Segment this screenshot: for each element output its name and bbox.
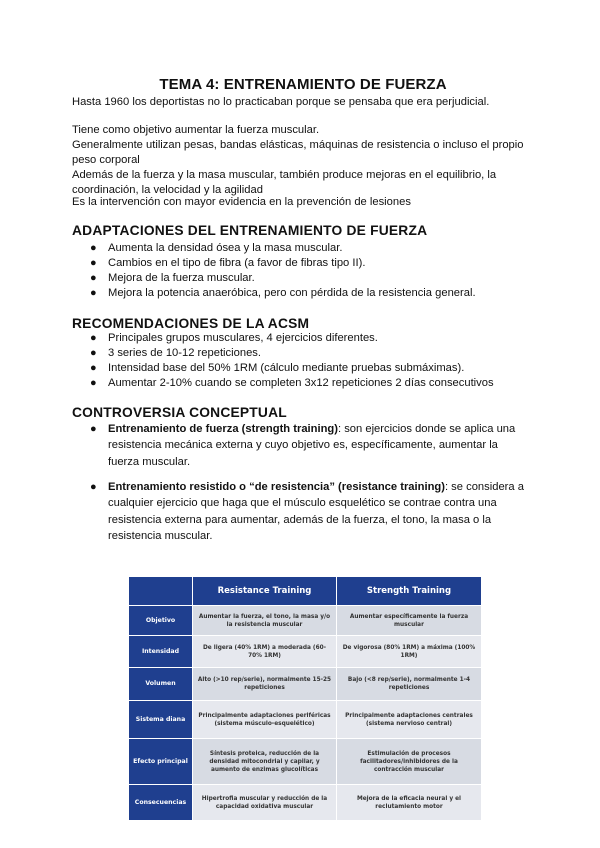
table-cell: De ligera (40% 1RM) a moderada (60-70% 1RM) xyxy=(193,636,337,668)
table-cell: De vigorosa (80% 1RM) a máxima (100% 1RM) xyxy=(337,636,482,668)
table-cell: Alto (>10 rep/serie), normalmente 15-25 repeticiones xyxy=(193,668,337,701)
adaptations-list xyxy=(72,241,532,301)
section-heading: RECOMENDACIONES DE LA ACSM xyxy=(72,316,310,331)
concept-definition: : se considera a cualquier ejercicio que haga que el músculo esquelético se contrae contra una resistencia externa para aumentar, además de la fuerza, el tono, la masa o la resistencia muscular. xyxy=(108,481,524,543)
table-cell: Hipertrofia muscular y reducción de la capacidad oxidativa muscular xyxy=(193,785,337,821)
table-cell: Aumentar específicamente la fuerza muscular xyxy=(337,606,482,636)
list-item: ● Principales grupos musculares, 4 ejercicios diferentes. xyxy=(90,332,378,344)
page-title: TEMA 4: ENTRENAMIENTO DE FUERZA xyxy=(159,76,447,93)
bullet-icon: ● xyxy=(90,347,97,359)
table-row xyxy=(129,606,482,636)
body-paragraph: Además de la fuerza y la masa muscular, también produce mejoras en el equilibrio, la coordinación, la velocidad y la agilidad xyxy=(72,169,497,196)
row-header: Consecuencias xyxy=(129,785,193,821)
list-item: ● Aumentar 2-10% cuando se completen 3x12 repeticiones 2 días consecutivos xyxy=(90,377,494,389)
row-header: Sistema diana xyxy=(129,701,193,739)
concept-term: Entrenamiento de fuerza (strength training) xyxy=(108,423,338,435)
comparison-table xyxy=(128,576,482,821)
table-row xyxy=(129,739,482,785)
list-item: ● Mejora de la fuerza muscular. xyxy=(90,272,255,284)
bullet-icon: ● xyxy=(90,272,97,284)
table-cell: Síntesis proteica, reducción de la densidad mitocondrial y capilar, y aumento de enzimas glucolíticas xyxy=(193,739,337,785)
table-corner xyxy=(129,577,193,606)
table-row xyxy=(129,636,482,668)
row-header: Intensidad xyxy=(129,636,193,668)
table-row xyxy=(129,701,482,739)
row-header: Efecto principal xyxy=(129,739,193,785)
list-item: ● Intensidad base del 50% 1RM (cálculo mediante pruebas submáximas). xyxy=(90,362,465,374)
table-row xyxy=(129,668,482,701)
list-item: ● Aumenta la densidad ósea y la masa muscular. xyxy=(90,242,343,254)
list-item xyxy=(72,421,532,470)
bullet-icon: ● xyxy=(90,377,97,389)
column-header: Resistance Training xyxy=(193,577,337,606)
table-row xyxy=(129,785,482,821)
section-heading: CONTROVERSIA CONCEPTUAL xyxy=(72,405,287,420)
bullet-icon: ● xyxy=(90,481,97,493)
bullet-icon: ● xyxy=(90,257,97,269)
intro-paragraph: Hasta 1960 los deportistas no lo practicaban porque se pensaba que era perjudicial. xyxy=(72,96,490,108)
recommendations-list xyxy=(72,331,532,391)
bullet-icon: ● xyxy=(90,423,97,435)
table-cell: Mejora de la eficacia neural y el reclutamiento motor xyxy=(337,785,482,821)
section-heading: ADAPTACIONES DEL ENTRENAMIENTO DE FUERZA xyxy=(72,223,428,238)
body-paragraph: Es la intervención con mayor evidencia en la prevención de lesiones xyxy=(72,196,411,208)
body-paragraph: Generalmente utilizan pesas, bandas elásticas, máquinas de resistencia o incluso el propio peso corporal xyxy=(72,139,524,166)
concepts-list-2 xyxy=(72,479,532,545)
list-item: ● 3 series de 10-12 repeticiones. xyxy=(90,347,261,359)
column-header: Strength Training xyxy=(337,577,482,606)
table-cell: Principalmente adaptaciones centrales (sistema nervioso central) xyxy=(337,701,482,739)
concept-definition: : son ejercicios donde se aplica una resistencia mecánica externa y cuyo objetivo es, específicamente, aumentar la fuerza muscular. xyxy=(108,423,516,468)
table-cell: Principalmente adaptaciones periféricas (sistema músculo-esquelético) xyxy=(193,701,337,739)
concepts-list xyxy=(72,421,532,470)
row-header: Objetivo xyxy=(129,606,193,636)
list-item: ● Mejora la potencia anaeróbica, pero con pérdida de la resistencia general. xyxy=(90,287,476,299)
bullet-icon: ● xyxy=(90,362,97,374)
list-item: ● Cambios en el tipo de fibra (a favor de fibras tipo II). xyxy=(90,257,366,269)
table-cell: Estimulación de procesos facilitadores/inhibidores de la contracción muscular xyxy=(337,739,482,785)
body-paragraph: Tiene como objetivo aumentar la fuerza muscular. xyxy=(72,124,320,136)
table-cell: Bajo (<8 rep/serie), normalmente 1-4 repeticiones xyxy=(337,668,482,701)
list-item xyxy=(72,479,532,545)
concept-term: Entrenamiento resistido o “de resistencia” (resistance training) xyxy=(108,481,445,493)
bullet-icon: ● xyxy=(90,287,97,299)
table-header-row xyxy=(129,577,482,606)
table-cell: Aumentar la fuerza, el tono, la masa y/o la resistencia muscular xyxy=(193,606,337,636)
bullet-icon: ● xyxy=(90,332,97,344)
bullet-icon: ● xyxy=(90,242,97,254)
row-header: Volumen xyxy=(129,668,193,701)
